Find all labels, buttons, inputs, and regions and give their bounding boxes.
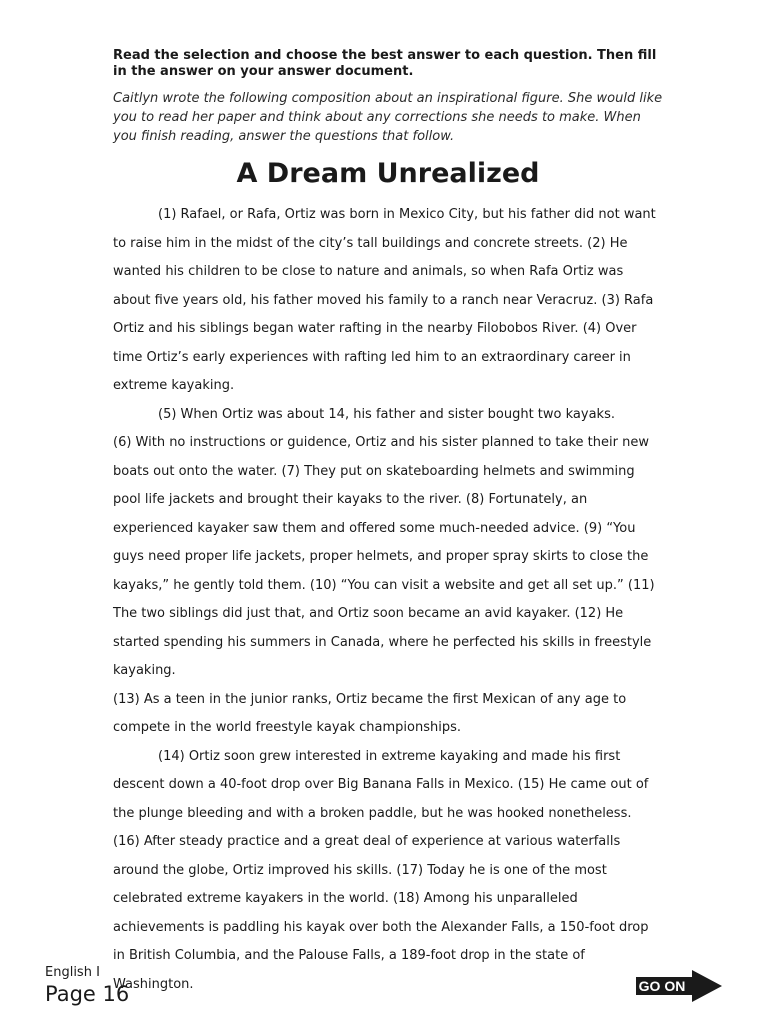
paragraph-6: (16) After steady practice and a great deal of experience at various waterfalls around the globe, Ortiz improved his skills. (17) Today he is one of the most celebrated extreme kayakers in the world. (18) Among his unparalleled achievements is paddling his kayak over both the Alexander Falls, a 150-foot drop in British Columbia, and the Palouse Falls, a 189-foot drop in the state of Washington. [113,834,649,992]
paragraph-4: (13) As a teen in the junior ranks, Ortiz became the first Mexican of any age to compete in the world freestyle kayak championships. [113,691,627,735]
paragraph-5: (14) Ortiz soon grew interested in extreme kayaking and made his first descent down a 40-foot drop over Big Banana Falls in Mexico. (15) He came out of the plunge bleeding and with a broken paddle, but he was hooked nonetheless. [113,748,649,821]
composition-body [113,201,663,999]
intro-note: Caitlyn wrote the following composition about an inspirational figure. She would like you to read her paper and think about any corrections she needs to make. When you finish reading, answer the questions that follow. [113,91,663,144]
arrow-right-icon [636,970,722,1002]
go-on-label: GO ON [638,978,686,994]
page-footer [45,965,129,1007]
instructions: Read the selection and choose the best answer to each question. Then fill in the answer on your answer document. [113,48,657,79]
paragraph-1: (1) Rafael, or Rafa, Ortiz was born in Mexico City, but his father did not want to raise him in the midst of the city’s tall buildings and concrete streets. (2) He wanted his children to be close to nature and animals, so when Rafa Ortiz was about five years old, his father moved his family to a ranch near Veracruz. (3) Rafa Ortiz and his siblings began water rafting in the nearby Filobobos River. (4) Over time Ortiz’s early experiences with rafting led him to an extraordinary career in extreme kayaking. [113,207,656,393]
paragraph-2: (5) When Ortiz was about 14, his father and sister bought two kayaks. [158,406,615,422]
go-on-button[interactable] [636,970,722,1002]
paragraph-3: (6) With no instructions or guidence, Ortiz and his sister planned to take their new boats out onto the water. (7) They put on skateboarding helmets and swimming pool life jackets and brought their kayaks to the river. (8) Fortunately, an experienced kayaker saw them and offered some much-needed advice. (9) “You guys need proper life jackets, proper helmets, and proper spray skirts to close the kayaks,” he gently told them. (10) “You can visit a website and get all set up.” (11) The two siblings did just that, and Ortiz soon became an avid kayaker. (12) He started spending his summers in Canada, where he perfected his skills in freestyle kayaking. [113,435,655,678]
page-number: Page 16 [45,982,130,1006]
page-content [113,48,663,999]
subject-label: English I [45,965,100,980]
composition-title: A Dream Unrealized [236,158,540,189]
